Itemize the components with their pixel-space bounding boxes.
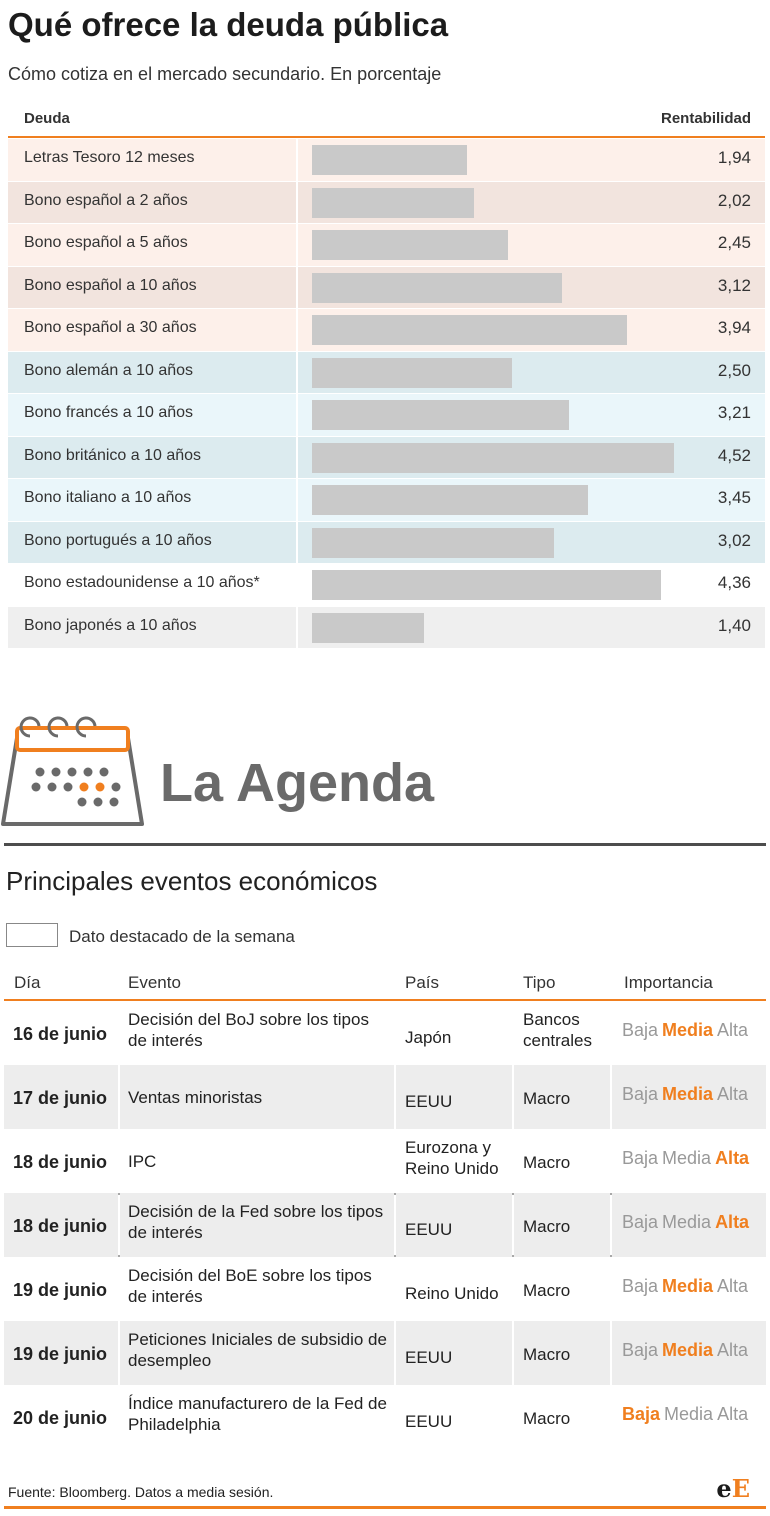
events-title: Principales eventos económicos <box>6 866 378 896</box>
importance-baja: Baja <box>622 1212 659 1232</box>
event-day: 19 de junio <box>13 1280 108 1300</box>
bond-label: Bono español a 5 años <box>24 234 188 251</box>
bond-value: 3,21 <box>717 403 751 422</box>
event-type-cell <box>514 1065 610 1129</box>
bond-row <box>8 479 765 522</box>
importance-alta: Alta <box>717 1340 749 1360</box>
event-name: IPC <box>128 1152 157 1171</box>
event-type: Macro <box>523 1089 571 1108</box>
column-header-importancia: Importancia <box>624 973 713 992</box>
event-type-cell <box>514 1193 610 1257</box>
event-day: 16 de junio <box>13 1024 108 1044</box>
bond-bar-cell <box>298 352 765 394</box>
event-country: EEUU <box>405 1412 453 1431</box>
event-day: 19 de junio <box>13 1344 108 1364</box>
event-importance-cell <box>612 1129 766 1193</box>
bond-label-cell <box>8 309 296 351</box>
event-name: Decisión de la Fed sobre los tipos de interés <box>128 1202 384 1242</box>
bond-row <box>8 139 765 182</box>
event-row <box>4 1193 766 1257</box>
bond-label: Bono japonés a 10 años <box>24 616 197 634</box>
bond-label: Bono italiano a 10 años <box>24 489 192 506</box>
importance-baja: Baja <box>622 1404 661 1424</box>
importance-alta: Alta <box>715 1148 750 1168</box>
bond-value: 2,02 <box>717 190 751 210</box>
bond-row <box>8 607 765 650</box>
bond-bar-cell <box>298 522 765 564</box>
importance-media: Media <box>662 1148 712 1168</box>
event-row <box>4 1257 766 1321</box>
event-country: EEUU <box>405 1220 453 1239</box>
event-country-cell <box>396 1065 512 1129</box>
bond-row <box>8 224 765 267</box>
event-name: Decisión del BoE sobre los tipos de interés <box>128 1266 372 1306</box>
event-type: Macro <box>523 1345 571 1364</box>
event-day-cell <box>4 1321 118 1385</box>
event-type: Macro <box>523 1217 571 1236</box>
event-country: Eurozona y Reino Unido <box>405 1138 499 1178</box>
event-importance-cell <box>612 1257 766 1321</box>
event-name-cell <box>120 1193 394 1257</box>
importance-scale <box>622 1340 752 1361</box>
event-name: Decisión del BoJ sobre los tipos de interés <box>128 1010 369 1050</box>
calendar-icon <box>0 712 148 830</box>
event-day-cell <box>4 1129 118 1193</box>
importance-alta: Alta <box>715 1212 750 1232</box>
event-row <box>4 1065 766 1129</box>
bond-label-cell <box>8 267 296 309</box>
event-day-cell <box>4 1193 118 1257</box>
bond-label-cell <box>8 224 296 266</box>
event-row <box>4 1001 766 1065</box>
importance-scale <box>622 1084 752 1105</box>
bond-label: Bono francés a 10 años <box>24 404 194 421</box>
bond-row <box>8 564 765 607</box>
event-name-cell <box>120 1385 394 1449</box>
bond-bar <box>312 443 674 473</box>
event-country-cell <box>396 1321 512 1385</box>
importance-media: Media <box>664 1404 714 1424</box>
event-type-cell <box>514 1129 610 1193</box>
legend-swatch <box>6 923 58 947</box>
page-title: Qué ofrece la deuda pública <box>8 6 449 43</box>
event-country-cell <box>396 1129 512 1193</box>
importance-media: Media <box>662 1340 714 1360</box>
bond-value: 3,02 <box>717 530 751 550</box>
bond-label-cell <box>8 479 296 521</box>
event-day: 20 de junio <box>13 1408 108 1428</box>
bond-label-cell <box>8 437 296 479</box>
bond-label: Bono británico a 10 años <box>24 446 202 464</box>
importance-scale <box>622 1276 752 1297</box>
event-name: Índice manufacturero de la Fed de Philadelphia <box>128 1394 387 1434</box>
event-row <box>4 1321 766 1385</box>
event-name-cell <box>120 1001 394 1065</box>
event-country: EEUU <box>405 1348 453 1367</box>
event-importance-cell <box>612 1193 766 1257</box>
importance-baja: Baja <box>622 1084 659 1104</box>
event-country-cell <box>396 1385 512 1449</box>
event-importance-cell <box>612 1385 766 1449</box>
event-country: Japón <box>405 1028 452 1047</box>
importance-media: Media <box>662 1084 714 1104</box>
event-day: 17 de junio <box>13 1088 108 1108</box>
importance-media: Media <box>662 1020 714 1040</box>
event-importance-cell <box>612 1001 766 1065</box>
bond-bar <box>312 358 512 388</box>
bond-value: 4,36 <box>717 573 751 592</box>
event-row <box>4 1385 766 1449</box>
source-note: Fuente: Bloomberg. Datos a media sesión. <box>8 1484 274 1500</box>
legend-label: Dato destacado de la semana <box>69 927 295 946</box>
importance-baja: Baja <box>622 1020 659 1040</box>
column-header-deuda: Deuda <box>24 110 70 127</box>
bond-bar <box>312 145 467 175</box>
bond-row <box>8 309 765 352</box>
bond-label: Bono español a 2 años <box>24 191 188 209</box>
importance-scale <box>622 1404 752 1425</box>
bond-bar <box>312 400 569 430</box>
bond-row <box>8 394 765 437</box>
event-name-cell <box>120 1129 394 1193</box>
bond-value: 1,40 <box>717 615 751 635</box>
bond-row <box>8 437 765 480</box>
page-subtitle: Cómo cotiza en el mercado secundario. En porcentaje <box>8 64 442 84</box>
bond-bar <box>312 273 562 303</box>
bond-bar-cell <box>298 564 765 606</box>
bottom-divider <box>4 1506 766 1509</box>
importance-scale <box>622 1148 753 1169</box>
importance-scale <box>622 1212 753 1233</box>
event-type: Macro <box>523 1281 571 1300</box>
brand-logo: eE <box>716 1474 750 1503</box>
event-type-cell <box>514 1321 610 1385</box>
bond-bar <box>312 485 588 515</box>
bond-bar-cell <box>298 394 765 436</box>
bond-row <box>8 352 765 395</box>
bond-bar <box>312 570 661 600</box>
bond-bar-cell <box>298 437 765 479</box>
bond-label: Letras Tesoro 12 meses <box>24 149 195 166</box>
importance-baja: Baja <box>622 1276 659 1296</box>
event-importance-cell <box>612 1065 766 1129</box>
bond-value: 4,52 <box>717 445 751 465</box>
bond-label-cell <box>8 522 296 564</box>
event-type: Macro <box>523 1153 571 1172</box>
event-name: Peticiones Iniciales de subsidio de desempleo <box>128 1330 387 1370</box>
bond-bar-cell <box>298 224 765 266</box>
bond-label-cell <box>8 139 296 181</box>
bond-label-cell <box>8 607 296 649</box>
event-name-cell <box>120 1065 394 1129</box>
bond-value: 2,50 <box>717 360 751 380</box>
importance-scale <box>622 1020 752 1041</box>
importance-baja: Baja <box>622 1148 659 1168</box>
event-row <box>4 1129 766 1193</box>
importance-alta: Alta <box>717 1404 749 1424</box>
bond-label: Bono estadounidense a 10 años* <box>24 574 260 591</box>
event-importance-cell <box>612 1321 766 1385</box>
bond-bar-chart <box>8 139 765 649</box>
bond-bar <box>312 230 508 260</box>
bond-bar-cell <box>298 182 765 224</box>
column-header-dia: Día <box>14 973 41 992</box>
bond-bar-cell <box>298 479 765 521</box>
importance-alta: Alta <box>717 1084 749 1104</box>
event-day-cell <box>4 1385 118 1449</box>
importance-alta: Alta <box>717 1020 749 1040</box>
column-header-evento: Evento <box>128 973 181 992</box>
column-header-rentabilidad: Rentabilidad <box>660 110 751 127</box>
bond-label-cell <box>8 182 296 224</box>
event-day-cell <box>4 1065 118 1129</box>
bond-bar <box>312 613 424 643</box>
column-header-pais: País <box>405 973 440 992</box>
bond-label: Bono español a 30 años <box>24 319 197 336</box>
bond-bar-cell <box>298 309 765 351</box>
event-name: Ventas minoristas <box>128 1088 263 1107</box>
bond-row <box>8 182 765 225</box>
bond-value: 3,12 <box>717 275 751 295</box>
event-type: Bancos centrales <box>523 1010 592 1050</box>
bond-chart-header <box>8 106 765 138</box>
importance-baja: Baja <box>622 1340 659 1360</box>
event-country: EEUU <box>405 1092 453 1111</box>
column-header-tipo: Tipo <box>523 973 556 992</box>
bond-value: 2,45 <box>717 233 751 252</box>
agenda-title: La Agenda <box>160 753 435 813</box>
event-type-cell <box>514 1001 610 1065</box>
importance-alta: Alta <box>717 1276 749 1296</box>
events-table-header <box>4 963 766 1001</box>
event-country: Reino Unido <box>405 1284 499 1303</box>
bond-label-cell <box>8 564 296 606</box>
event-type-cell <box>514 1257 610 1321</box>
event-type-cell <box>514 1385 610 1449</box>
bond-bar <box>312 315 627 345</box>
agenda-divider <box>4 843 766 846</box>
event-day: 18 de junio <box>13 1216 108 1236</box>
bond-value: 1,94 <box>717 148 751 167</box>
bond-label-cell <box>8 394 296 436</box>
event-day-cell <box>4 1001 118 1065</box>
events-table <box>4 1001 766 1449</box>
event-country-cell <box>396 1193 512 1257</box>
bond-bar-cell <box>298 607 765 649</box>
bond-label: Bono alemán a 10 años <box>24 361 194 379</box>
event-name-cell <box>120 1321 394 1385</box>
bond-row <box>8 267 765 310</box>
bond-label-cell <box>8 352 296 394</box>
bond-value: 3,45 <box>717 488 751 507</box>
bond-bar <box>312 188 474 218</box>
importance-media: Media <box>662 1276 714 1296</box>
event-type: Macro <box>523 1409 571 1428</box>
event-day-cell <box>4 1257 118 1321</box>
bond-label: Bono portugués a 10 años <box>24 531 212 549</box>
bond-row <box>8 522 765 565</box>
bond-label: Bono español a 10 años <box>24 276 197 294</box>
event-name-cell <box>120 1257 394 1321</box>
bond-value: 3,94 <box>717 318 751 337</box>
bond-bar-cell <box>298 267 765 309</box>
bond-bar <box>312 528 554 558</box>
event-country-cell <box>396 1257 512 1321</box>
event-country-cell <box>396 1001 512 1065</box>
bond-bar-cell <box>298 139 765 181</box>
event-day: 18 de junio <box>13 1152 108 1172</box>
importance-media: Media <box>662 1212 712 1232</box>
